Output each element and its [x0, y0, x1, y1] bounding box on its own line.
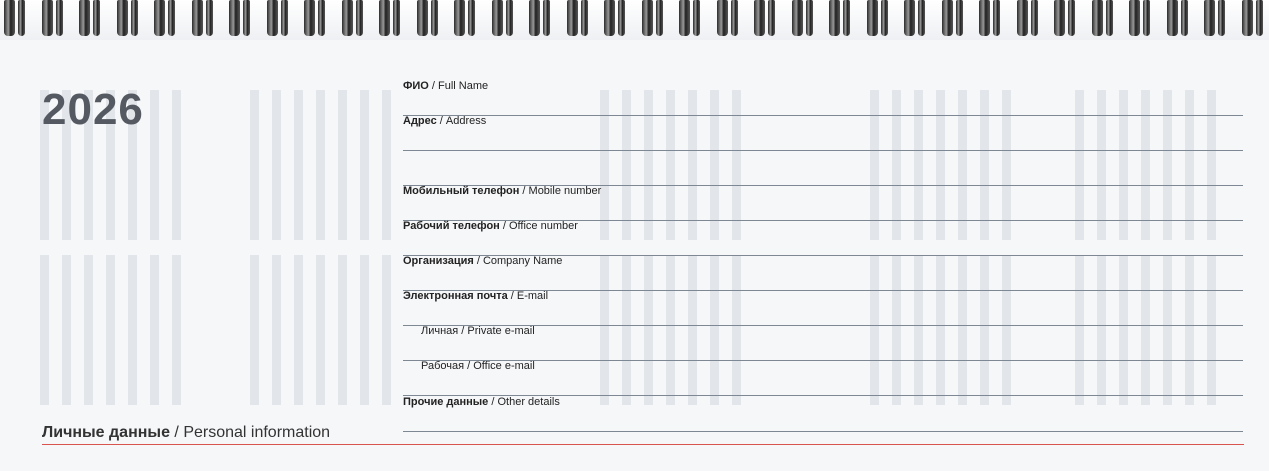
spiral-ring	[1256, 0, 1263, 36]
field-label: Организация / Company Name	[403, 255, 563, 267]
field-private-email[interactable]	[403, 325, 1243, 361]
spiral-ring	[956, 0, 963, 36]
section-title: Личные данные / Personal information	[42, 424, 331, 441]
spiral-ring	[693, 0, 700, 36]
spiral-ring	[468, 0, 475, 36]
spiral-ring	[206, 0, 213, 36]
spiral-ring	[1204, 0, 1215, 36]
spiral-ring	[1143, 0, 1150, 36]
spiral-ring	[1068, 0, 1075, 36]
spiral-ring	[506, 0, 513, 36]
field-office-number[interactable]	[403, 220, 1243, 256]
spiral-ring	[492, 0, 503, 36]
spiral-ring	[79, 0, 90, 36]
spiral-ring	[1106, 0, 1113, 36]
spiral-ring	[379, 0, 390, 36]
year-heading: 2026	[42, 85, 144, 134]
spiral-ring	[18, 0, 25, 36]
field-label: Рабочий телефон / Office number	[403, 220, 578, 232]
spiral-ring	[1242, 0, 1253, 36]
spiral-ring	[56, 0, 63, 36]
spiral-ring	[454, 0, 465, 36]
spiral-ring	[604, 0, 615, 36]
spiral-ring	[867, 0, 878, 36]
field-other-details[interactable]	[403, 396, 1243, 432]
spiral-ring	[281, 0, 288, 36]
field-email[interactable]	[403, 290, 1243, 326]
spiral-ring	[942, 0, 953, 36]
spiral-ring	[431, 0, 438, 36]
spiral-ring	[656, 0, 663, 36]
spiral-ring	[42, 0, 53, 36]
spiral-ring	[904, 0, 915, 36]
spiral-ring	[918, 0, 925, 36]
field-label: Мобильный телефон / Mobile number	[403, 185, 602, 197]
spiral-ring	[979, 0, 990, 36]
field-full-name[interactable]	[403, 80, 1243, 116]
spiral-ring	[529, 0, 540, 36]
spiral-ring	[829, 0, 840, 36]
field-mobile-number[interactable]	[403, 185, 1243, 221]
field-address[interactable]	[403, 115, 1243, 151]
spiral-ring	[843, 0, 850, 36]
spiral-ring	[1218, 0, 1225, 36]
spiral-ring	[881, 0, 888, 36]
spiral-ring	[806, 0, 813, 36]
spiral-ring	[543, 0, 550, 36]
spiral-ring	[229, 0, 240, 36]
spiral-ring	[417, 0, 428, 36]
spiral-ring	[754, 0, 765, 36]
spiral-ring	[993, 0, 1000, 36]
spiral-ring	[1092, 0, 1103, 36]
field-label: Прочие данные / Other details	[403, 396, 560, 408]
spiral-ring	[117, 0, 128, 36]
spiral-ring	[642, 0, 653, 36]
spiral-ring	[93, 0, 100, 36]
spiral-ring	[581, 0, 588, 36]
spiral-ring	[567, 0, 578, 36]
spiral-ring	[1054, 0, 1065, 36]
spiral-binding	[0, 0, 1269, 40]
spiral-ring	[679, 0, 690, 36]
field-label: ФИО / Full Name	[403, 80, 489, 92]
field-company-name[interactable]	[403, 255, 1243, 291]
spiral-ring	[792, 0, 803, 36]
spiral-ring	[1031, 0, 1038, 36]
field-office-email[interactable]	[403, 360, 1243, 396]
spiral-ring	[4, 0, 15, 36]
field-label: Адрес / Address	[403, 115, 487, 127]
field-label: Электронная почта / E-mail	[403, 290, 549, 302]
spiral-ring	[393, 0, 400, 36]
spiral-ring	[731, 0, 738, 36]
spiral-ring	[618, 0, 625, 36]
spiral-ring	[304, 0, 315, 36]
spiral-ring	[1167, 0, 1178, 36]
spiral-ring	[318, 0, 325, 36]
spiral-ring	[168, 0, 175, 36]
spiral-ring	[192, 0, 203, 36]
spiral-ring	[1181, 0, 1188, 36]
spiral-ring	[243, 0, 250, 36]
spiral-ring	[267, 0, 278, 36]
spiral-ring	[1129, 0, 1140, 36]
spiral-ring	[356, 0, 363, 36]
spiral-ring	[342, 0, 353, 36]
spiral-ring	[768, 0, 775, 36]
field-address-line-2[interactable]	[403, 150, 1243, 186]
field-label: Рабочая / Office e-mail	[421, 360, 535, 372]
spiral-ring	[717, 0, 728, 36]
spiral-ring	[154, 0, 165, 36]
spiral-ring	[131, 0, 138, 36]
section-divider	[42, 444, 1244, 445]
spiral-ring	[1017, 0, 1028, 36]
field-label: Личная / Private e-mail	[421, 325, 535, 337]
